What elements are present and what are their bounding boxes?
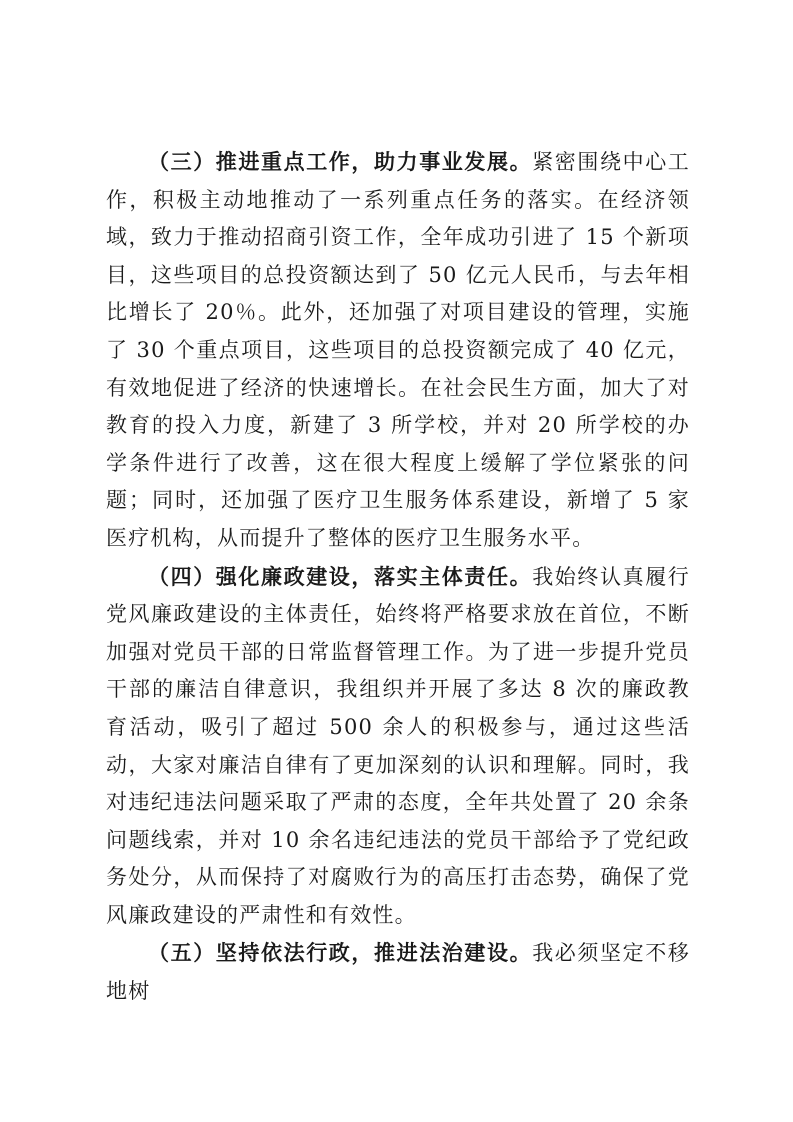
paragraph-text: 紧密围绕中心工作，积极主动地推动了一系列重点任务的落实。在经济领域，致力于推动招商引资工作，全年成功引进了 15 个新项目，这些项目的总投资额达到了 50 亿元人民币，与去年相比增长了 20％。此外，还加强了对项目建设的管理，实施了 30 个重点项目，这些项目的总投资额完成了 40 亿元，有效地促进了经济的快速增长。在社会民生方面，加大了对教育的投入力度，新建了 3 所学校，并对 20 所学校的办学条件进行了改善，这在很大程度上缓解了学位紧张的问题；同时，还加强了医疗卫生服务体系建设，新增了 5 家医疗机构，从而提升了整体的医疗卫生服务水平。 bbox=[106, 150, 690, 550]
document-body bbox=[106, 143, 690, 1011]
paragraph-heading: （四）强化廉政建设，落实主体责任。 bbox=[148, 563, 533, 589]
paragraph-text: 我必须坚定不移地树 bbox=[106, 941, 690, 1004]
paragraph-heading: （三）推进重点工作，助力事业发展。 bbox=[148, 149, 533, 174]
paragraph-integrity bbox=[106, 558, 690, 935]
paragraph-rule-of-law bbox=[106, 934, 690, 1010]
paragraph-text: 我始终认真履行党风廉政建设的主体责任，始终将严格要求放在首位，不断加强对党员干部的日常监督管理工作。为了进一步提升党员干部的廉洁自律意识，我组织并开展了多达 8 次的廉政教育活动，吸引了超过 500 余人的积极参与，通过这些活动，大家对廉洁自律有了更加深刻的认识和理解。同时，我对违纪违法问题采取了严肃的态度，全年共处置了 20 余条问题线索，并对 10 余名违纪违法的党员干部给予了党纪政务处分，从而保持了对腐败行为的高压打击态势，确保了党风廉政建设的严肃性和有效性。 bbox=[106, 564, 690, 927]
paragraph-key-work bbox=[106, 143, 690, 558]
paragraph-heading: （五）坚持依法行政，推进法治建设。 bbox=[148, 940, 533, 966]
